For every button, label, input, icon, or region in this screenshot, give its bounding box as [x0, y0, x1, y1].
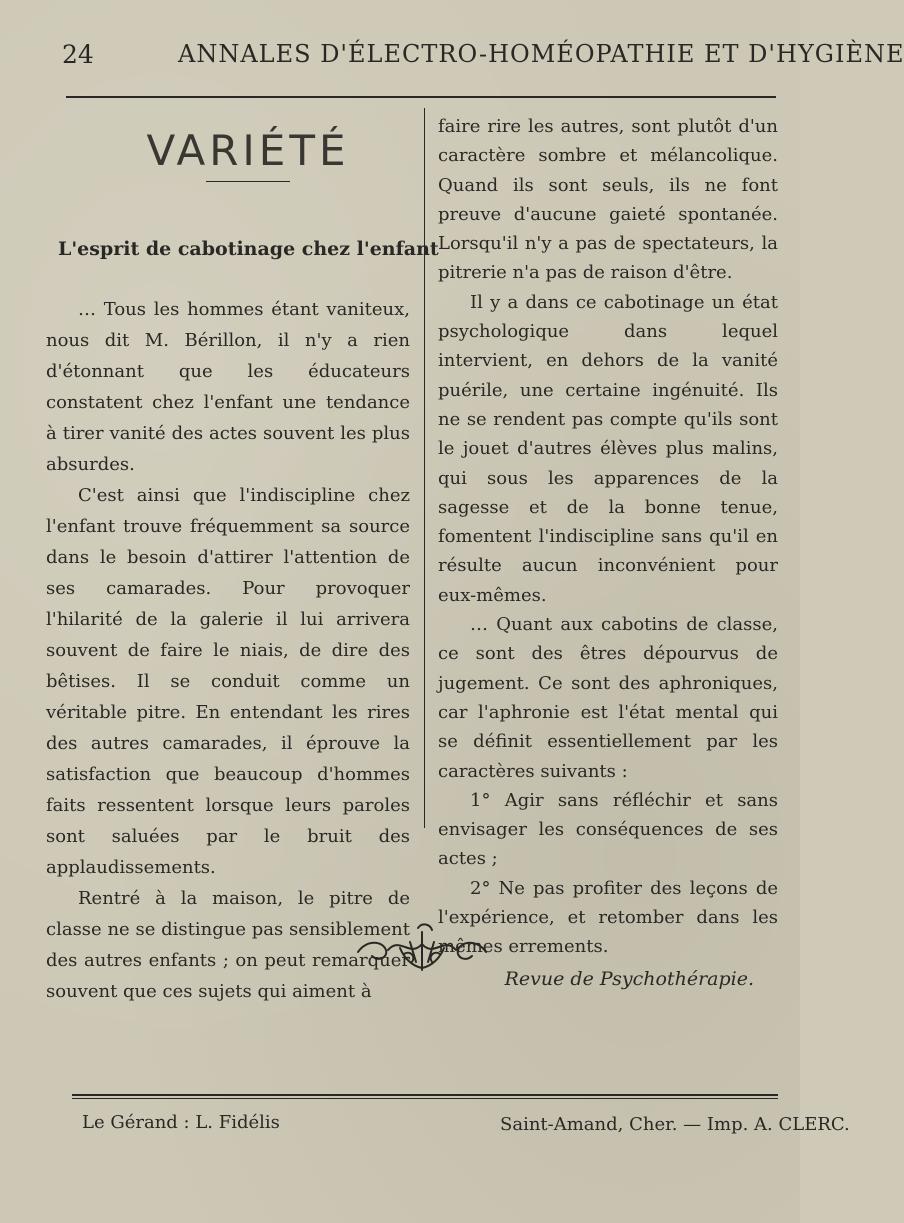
paragraph: … Tous les hommes étant vaniteux, nous dit M. Bérillon, il n'y a rien d'étonnant que les éducateurs constatent chez l'enfant une tendance à tirer vanité des actes souvent les plus absurdes. [46, 299, 410, 475]
footer-manager: Le Gérand : L. Fidélis [82, 1112, 280, 1133]
paragraph: … Quant aux cabotins de classe, ce sont des êtres dépourvus de jugement. Ce sont des aphroniques, car l'aphronie est l'état mental qui se définit essentiellement par les caractères suivants : [438, 614, 778, 782]
section-title: VARIÉTÉ [146, 126, 350, 175]
right-column [438, 112, 778, 990]
running-head: ANNALES D'ÉLECTRO-HOMÉOPATHIE ET D'HYGIÈNE [178, 40, 904, 68]
source-citation: Revue de Psychothérapie. [504, 967, 754, 990]
paragraph: Il y a dans ce cabotinage un état psychologique dans lequel intervient, en dehors de la vanité puérile, une certaine ingénuité. Ils ne se rendent pas compte qu'ils sont le jouet d'autres élèves plus malins, qui sous les apparences de la sagesse et de la bonne tenue, fomentent l'indiscipline sans qu'il en résulte aucun inconvénient pour eux-mêmes. [438, 291, 778, 606]
fleuron-ornament-icon [352, 918, 492, 982]
paragraph: faire rire les autres, sont plutôt d'un caractère sombre et mélancolique. Quand ils sont seuls, ils ne font preuve d'aucune gaieté spontanée. Lorsqu'il n'y a pas de spectateurs, la pitrerie n'a pas de raison d'être. [438, 116, 778, 284]
list-item: 1° Agir sans réfléchir et sans envisager les conséquences de ses actes ; [438, 789, 778, 870]
footer-rule [72, 1098, 778, 1099]
page-number: 24 [62, 40, 94, 69]
header-rule [66, 96, 776, 98]
list-item: 2° Ne pas profiter des leçons de l'expérience, et retomber dans les mêmes errements. [438, 877, 778, 958]
paragraph: Rentré à la maison, le pitre de classe ne se distingue pas sensiblement des autres enfants ; on peut remarquer souvent que ces sujets qui aiment à [46, 888, 410, 1002]
paragraph: C'est ainsi que l'indiscipline chez l'enfant trouve fréquemment sa source dans le besoin d'attirer l'attention de ses camarades. Pour provoquer l'hilarité de la galerie il lui arrivera souvent de faire le niais, de dire des bêtises. Il se conduit comme un véritable pitre. En entendant les rires des autres camarades, il éprouve la satisfaction que beaucoup d'hommes faits ressentent lorsque leurs paroles sont saluées par le bruit des applaudissements. [46, 485, 410, 878]
title-rule [206, 181, 290, 182]
footer-rule [72, 1094, 778, 1096]
column-divider [424, 108, 425, 828]
left-column [46, 112, 439, 1007]
footer-printer: Saint-Amand, Cher. — Imp. A. CLERC. [500, 1114, 850, 1135]
page-header [56, 38, 904, 78]
article-subtitle: L'esprit de cabotinage chez l'enfant [58, 238, 439, 260]
